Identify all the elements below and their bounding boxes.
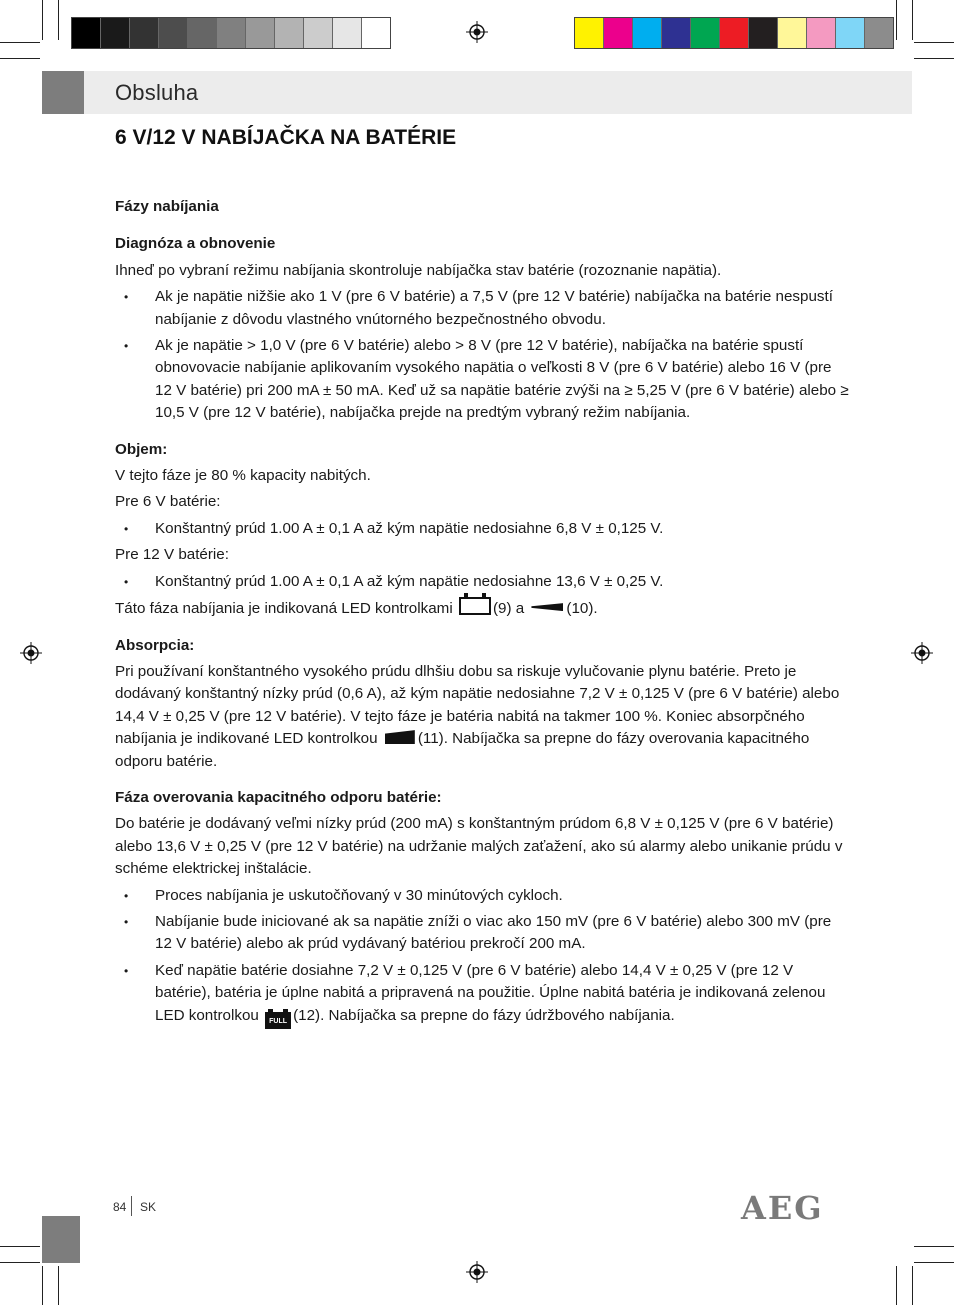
crop-mark (896, 0, 897, 40)
full-bar-led-icon (385, 730, 415, 744)
led-note-text: Táto fáza nabíjania je indikovaná LED kontrolkami (115, 600, 453, 618)
page-number: 84 (113, 1200, 127, 1214)
calibration-swatch (304, 18, 333, 48)
calibration-swatch (130, 18, 159, 48)
crop-mark (0, 58, 40, 59)
calibration-swatch (101, 18, 130, 48)
volume-label-12v: Pre 12 V batérie: (115, 546, 229, 564)
calibration-swatch (188, 18, 217, 48)
calibration-swatch (662, 18, 691, 48)
calibration-swatch (778, 18, 807, 48)
volume-led-note (115, 597, 850, 620)
calibration-swatch (275, 18, 304, 48)
footer-separator (131, 1196, 132, 1216)
footer-tab-marker (42, 1216, 80, 1263)
verification-bullet-text: (12). Nabíjačka sa prepne do fázy údržbového nabíjania. (293, 1006, 675, 1024)
calibration-swatch (749, 18, 778, 48)
volume-label-6v: Pre 6 V batérie: (115, 493, 221, 511)
registration-mark-icon (466, 21, 488, 43)
calibration-swatch (807, 18, 836, 48)
verification-intro: Do batérie je dodávaný veľmi nízky prúd (200 mA) s konštantným prúdom 6,8 V ± 0,125 V (pre 6 V batérie) alebo 13,6 V ± 0,25 V (pre 12 V batérie) na udržanie malých zaťažení, ako sú alarmy alebo unikanie prúdu v schéme elektrickej inštalácie. (115, 815, 843, 878)
volume-bullet-6v: • Konštantný prúd 1.00 A ± 0,1 A až kým napätie nedosiahne 6,8 V ± 0,125 V. (115, 518, 850, 540)
grayscale-calibration-strip (71, 17, 391, 49)
calibration-swatch (720, 18, 749, 48)
registration-mark-icon (911, 642, 933, 664)
crop-mark (914, 1246, 954, 1247)
diagnosis-bullet: • Ak je napätie nižšie ako 1 V (pre 6 V batérie) a 7,5 V (pre 12 V batérie) nabíjačka na batérie nespustí nabíjanie z dôvodu vlastného vnútorného bezpečnostného obvodu. (115, 286, 850, 331)
absorption-text (115, 661, 850, 773)
crop-mark (914, 58, 954, 59)
verification-bullet (115, 960, 850, 1029)
calibration-swatch (246, 18, 275, 48)
absorption-text-part: Pri používaní konštantného vysokého prúdu dlhšiu dobu sa riskuje vylučovanie plynu batérie. Preto je dodávaný konštantný nízky prúd (0,6 A), až kým napätie nedosiahne 7,2 V ± 0,125 V (pre 6 V batérie) alebo 14,4 V ± 0,25 V (pre 12 V batérie). V tejto fáze je batéria nabitá na takmer 100 %. Koniec absorpčného nabíjania je indikované LED kontrolkou (115, 662, 840, 748)
page-title: 6 V/12 V NABÍJAČKA NA BATÉRIE (115, 126, 457, 149)
calibration-swatch (333, 18, 362, 48)
header-band (84, 71, 912, 114)
absorption-text-part: (11). Nabíjačka sa prepne do fázy overovania kapacitného odporu batérie. (115, 730, 810, 770)
led-note-text: (10). (566, 600, 598, 618)
diagnosis-intro: Ihneď po vybraní režimu nabíjania skontroluje nabíjačka stav batérie (rozoznanie napätia). (115, 261, 722, 279)
aeg-logo: AEG (741, 1189, 824, 1227)
crop-mark (912, 1266, 913, 1305)
calibration-swatch (575, 18, 604, 48)
crop-mark (896, 1266, 897, 1305)
volume-bullet-12v: • Konštantný prúd 1.00 A ± 0,1 A až kým napätie nedosiahne 13,6 V ± 0,25 V. (115, 571, 850, 593)
crop-mark (42, 0, 43, 40)
calibration-swatch (159, 18, 188, 48)
calibration-swatch (691, 18, 720, 48)
header-tab-marker (42, 71, 84, 114)
crop-mark (914, 42, 954, 43)
main-content (115, 196, 850, 1029)
crop-mark (58, 1266, 59, 1305)
crop-mark (58, 0, 59, 40)
calibration-swatch (865, 18, 893, 48)
crop-mark (914, 1262, 954, 1263)
verification-heading: Fáza overovania kapacitného odporu batérie: (115, 788, 442, 806)
phases-heading: Fázy nabíjania (115, 198, 219, 215)
calibration-swatch (217, 18, 246, 48)
verification-bullet: • Nabíjanie bude iniciované ak sa napätie zníži o viac ako 150 mV (pre 6 V batérie) alebo 300 mV (pre 12 V batérie) alebo ak prúd vydávaný batériou prekročí 200 mA. (115, 911, 850, 956)
volume-heading: Objem: (115, 440, 168, 458)
diagnosis-heading: Diagnóza a obnovenie (115, 235, 276, 253)
calibration-swatch (633, 18, 662, 48)
absorption-heading: Absorpcia: (115, 636, 195, 654)
diagnosis-bullet: • Ak je napätie > 1,0 V (pre 6 V batérie) alebo > 8 V (pre 12 V batérie), nabíjačka na batérie spustí obnovovacie nabíjanie aplikovaním vysokého napätia o veľkosti 8 V (pre 6 V batérie) alebo 16 V (pre 12 V batérie) pri 200 mA ± 50 mA. Keď už sa napätie batérie zvýši na ≥ 5,25 V (pre 6 V batérie) alebo ≥ 10,5 V (pre 12 V batérie), nabíjačka prejde na predtým vybraný režim nabíjania. (115, 335, 850, 425)
led-note-text: (9) a (492, 600, 525, 618)
calibration-swatch (72, 18, 101, 48)
calibration-swatch (362, 18, 390, 48)
color-calibration-strip (574, 17, 894, 49)
registration-mark-icon (20, 642, 42, 664)
calibration-swatch (604, 18, 633, 48)
volume-intro: V tejto fáze je 80 % kapacity nabitých. (115, 467, 371, 485)
charge-bar-led-icon (531, 603, 563, 611)
crop-mark (0, 1246, 40, 1247)
battery-led-icon (459, 597, 491, 615)
calibration-swatch (836, 18, 865, 48)
full-battery-led-icon: FULL (265, 1012, 291, 1029)
crop-mark (0, 42, 40, 43)
crop-mark (42, 1266, 43, 1305)
section-title: Obsluha (115, 80, 199, 105)
verification-bullet-text: Keď napätie batérie dosiahne 7,2 V ± 0,125 V (pre 6 V batérie) alebo 14,4 V ± 0,25 V (pre 12 V batérie), batéria je úplne nabitá a pripravená na použitie. Úplne nabitá batéria je indikovaná zelenou LED kontrolkou (155, 961, 826, 1024)
language-code: SK (140, 1200, 157, 1214)
verification-bullet: • Proces nabíjania je uskutočňovaný v 30 minútových cykloch. (115, 885, 850, 907)
crop-mark (0, 1262, 40, 1263)
registration-mark-icon (466, 1261, 488, 1283)
crop-mark (912, 0, 913, 40)
